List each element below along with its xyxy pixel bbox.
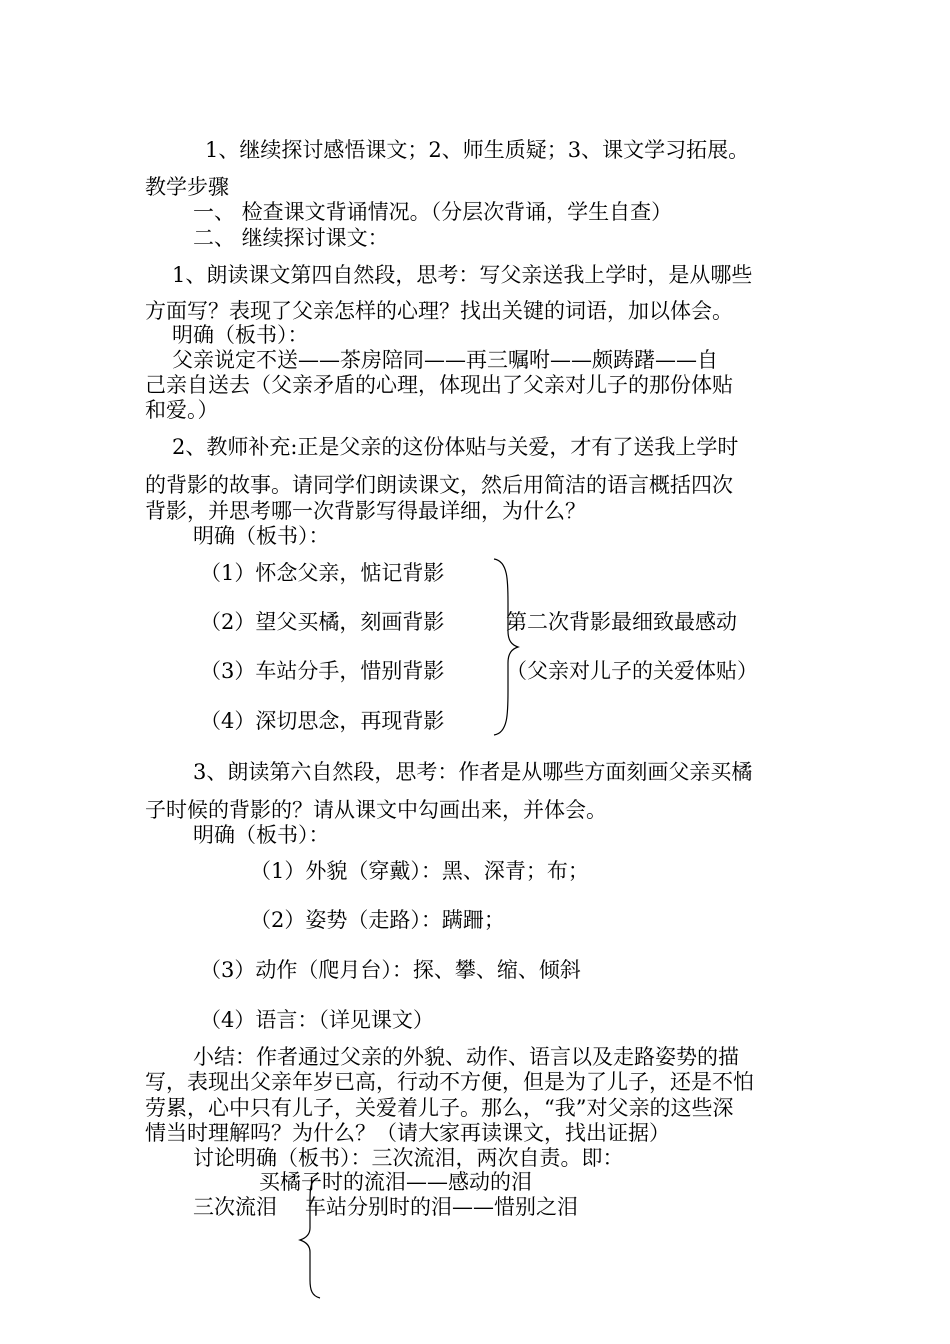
question-3-answer-label: 明确（板书）： [193, 823, 330, 847]
portrait-item-2: （2）姿势（走路）：蹒跚； [250, 908, 505, 932]
question-3-line-1: 3、朗读第六自然段，思考：作者是从哪些方面刻画父亲买橘 [193, 760, 753, 784]
portrait-item-4: （4）语言：（详见课文） [200, 1008, 434, 1032]
discussion-line: 讨论明确（板书）：三次流泪，两次自责。即： [193, 1146, 624, 1170]
step-one: 一、 检查课文背诵情况。（分层次背诵，学生自查） [193, 200, 673, 224]
backshadow-item-4: （4）深切思念，再现背影 [200, 709, 445, 733]
left-brace-icon [298, 1176, 322, 1300]
backshadow-conclusion: 第二次背影最细致最感动 [506, 610, 737, 634]
question-1-answer-line-3: 和爱。） [145, 398, 219, 422]
right-brace-icon [490, 557, 522, 737]
summary-line-3: 劳累，心中只有儿子，关爱着儿子。那么，“我”对父亲的这些深 [145, 1096, 734, 1120]
backshadow-item-3: （3）车站分手，惜别背影 [200, 659, 445, 683]
portrait-item-1: （1）外貌（穿戴）：黑、深青；布； [250, 859, 589, 883]
steps-title: 教学步骤 [145, 175, 229, 199]
summary-line-1: 小结：作者通过父亲的外貌、动作、语言以及走路姿势的描 [193, 1045, 739, 1069]
question-3-line-2: 子时候的背影的？请从课文中勾画出来，并体会。 [145, 798, 607, 822]
backshadow-item-1: （1）怀念父亲，惦记背影 [200, 561, 445, 585]
question-1-line-2: 方面写？表现了父亲怎样的心理？找出关键的词语，加以体会。 [145, 299, 733, 323]
question-1-answer-label: 明确（板书）： [172, 323, 309, 347]
backshadow-conclusion-note: （父亲对儿子的关爱体贴） [506, 659, 758, 683]
tears-item-1: 买橘子时的流泪——感动的泪 [259, 1170, 532, 1194]
question-2-line-3: 背影，并思考哪一次背影写得最详细，为什么？ [145, 499, 586, 523]
tears-item-2: 车站分别时的泪——惜别之泪 [305, 1195, 578, 1219]
question-1-line-1: 1、朗读课文第四自然段，思考：写父亲送我上学时，是从哪些 [172, 263, 753, 287]
summary-line-4: 情当时理解吗？为什么？（请大家再读课文，找出证据） [145, 1121, 670, 1145]
question-1-answer-line-1: 父亲说定不送——茶房陪同——再三嘱咐——颇踌躇——自 [172, 348, 718, 372]
tears-label: 三次流泪 [193, 1195, 277, 1219]
question-2-answer-label: 明确（板书）： [193, 524, 330, 548]
question-2-line-1: 2、教师补充:正是父亲的这份体贴与关爱，才有了送我上学时 [172, 435, 739, 459]
question-2-line-2: 的背影的故事。请同学们朗读课文，然后用简洁的语言概括四次 [145, 473, 733, 497]
goals-line: 1、继续探讨感悟课文；2、师生质疑；3、课文学习拓展。 [205, 138, 750, 162]
portrait-item-3: （3）动作（爬月台）：探、攀、缩、倾斜 [200, 958, 581, 982]
summary-line-2: 写，表现出父亲年岁已高，行动不方便，但是为了儿子，还是不怕 [145, 1070, 754, 1094]
question-1-answer-line-2: 己亲自送去（父亲矛盾的心理，体现出了父亲对儿子的那份体贴 [145, 373, 733, 397]
step-two: 二、 继续探讨课文： [193, 226, 389, 250]
backshadow-item-2: （2）望父买橘，刻画背影 [200, 610, 445, 634]
